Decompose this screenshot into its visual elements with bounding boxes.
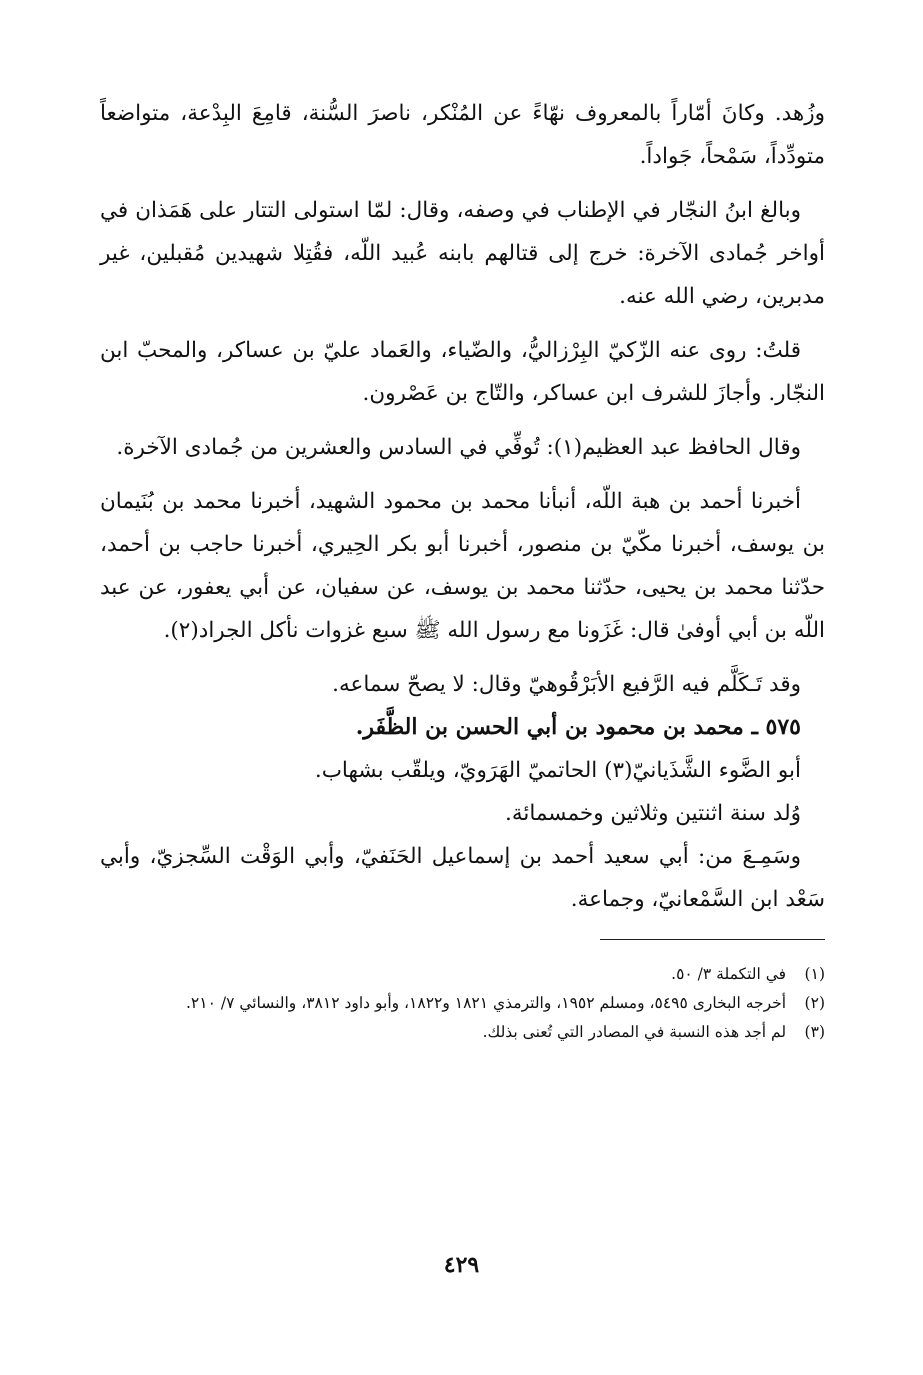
footnote-text: لم أجد هذه النسبة في المصادر التي تُعنى بذلك. (482, 1023, 787, 1041)
footnote-number: (٣) (804, 1023, 825, 1041)
page-number: ٤٢٩ (443, 1252, 480, 1278)
entry-line-teachers: وسَمِـعَ من: أبي سعيد أحمد بن إسماعيل الحَنَفيّ، وأبي الوَقْت السِّجزيّ، وأبي سَعْد ابن السَّمْعانيّ، وجماعة. (100, 844, 825, 912)
page-body (100, 92, 825, 1375)
paragraph-narrators: قلتُ: روى عنه الزّكيّ البِرْزاليُّ، والضّياء، والعَماد عليّ بن عساكر، والمحبّ ابن النجّار. وأجازَ للشرف ابن عساكر، والتّاج بن عَصْرون. (100, 338, 825, 406)
paragraph-ibn-najjar: وبالغ ابنُ النجّار في الإطناب في وصفه، وقال: لمّا استولى التتار على هَمَذان في أواخر جُمادى الآخرة: خرج إلى قتالهم بابنه عُبيد اللّه، فقُتِلا شهيدين مُقبلين، غير مدبرين، رضي الله عنه. (100, 198, 825, 309)
paragraph-death-date: وقال الحافظ عبد العظيم(١): تُوفِّي في السادس والعشرين من جُمادى الآخرة. (116, 435, 801, 460)
footnote-divider (600, 939, 825, 940)
footnote-text: أخرجه البخارى ٥٤٩٥، ومسلم ١٩٥٢، والترمذي ١٨٢١ و١٨٢٢، وأبو داود ٣٨١٢، والنسائي ٧/ ٢١٠. (185, 994, 787, 1012)
entry-line-birth: وُلد سنة اثنتين وثلاثين وخمسمائة. (504, 801, 801, 826)
footnote-2 (100, 989, 825, 1018)
paragraph-virtues: وزُهد. وكانَ أمّاراً بالمعروف نهّاءً عن المُنْكر، ناصرَ السُّنة، قامِعَ البِدْعة، متواضعاً متودِّداً، سَمْحاً، جَواداً. (100, 101, 825, 169)
footnote-number: (٢) (804, 994, 825, 1012)
entry-heading: ٥٧٥ ـ محمد بن محمود بن أبي الحسن بن الظَّفَر. (355, 714, 801, 740)
paragraph-hadith-chain: أخبرنا أحمد بن هبة اللّه، أنبأنا محمد بن محمود الشهيد، أخبرنا محمد بن بُنَيمان بن يوسف، أخبرنا مكّيّ بن منصور، أخبرنا أبو بكر الحِيري، أخبرنا حاجب بن أحمد، حدّثنا محمد بن يحيى، حدّثنا محمد بن يوسف، عن سفيان، عن أبي يعفور، عن عبد اللّه بن أبي أوفىٰ قال: غَزَونا مع رسول الله ﷺ سبع غزوات نأكل الجراد(٢). (100, 489, 825, 643)
footnote-1 (100, 960, 825, 989)
footnote-number: (١) (804, 965, 825, 983)
entry-line-kunya: أبو الضَّوء الشَّذَيانيّ(٣) الحاتميّ الهَرَويّ، ويلقّب بشهاب. (314, 758, 801, 783)
footnotes (100, 960, 825, 1047)
footnote-3 (100, 1018, 825, 1047)
footnote-text: في التكملة ٣/ ٥٠. (671, 965, 787, 983)
paragraph-criticism: وقد تَـكَلَّم فيه الرَّفيع الأبَرْقُوهيّ وقال: لا يصحّ سماعه. (332, 672, 801, 697)
